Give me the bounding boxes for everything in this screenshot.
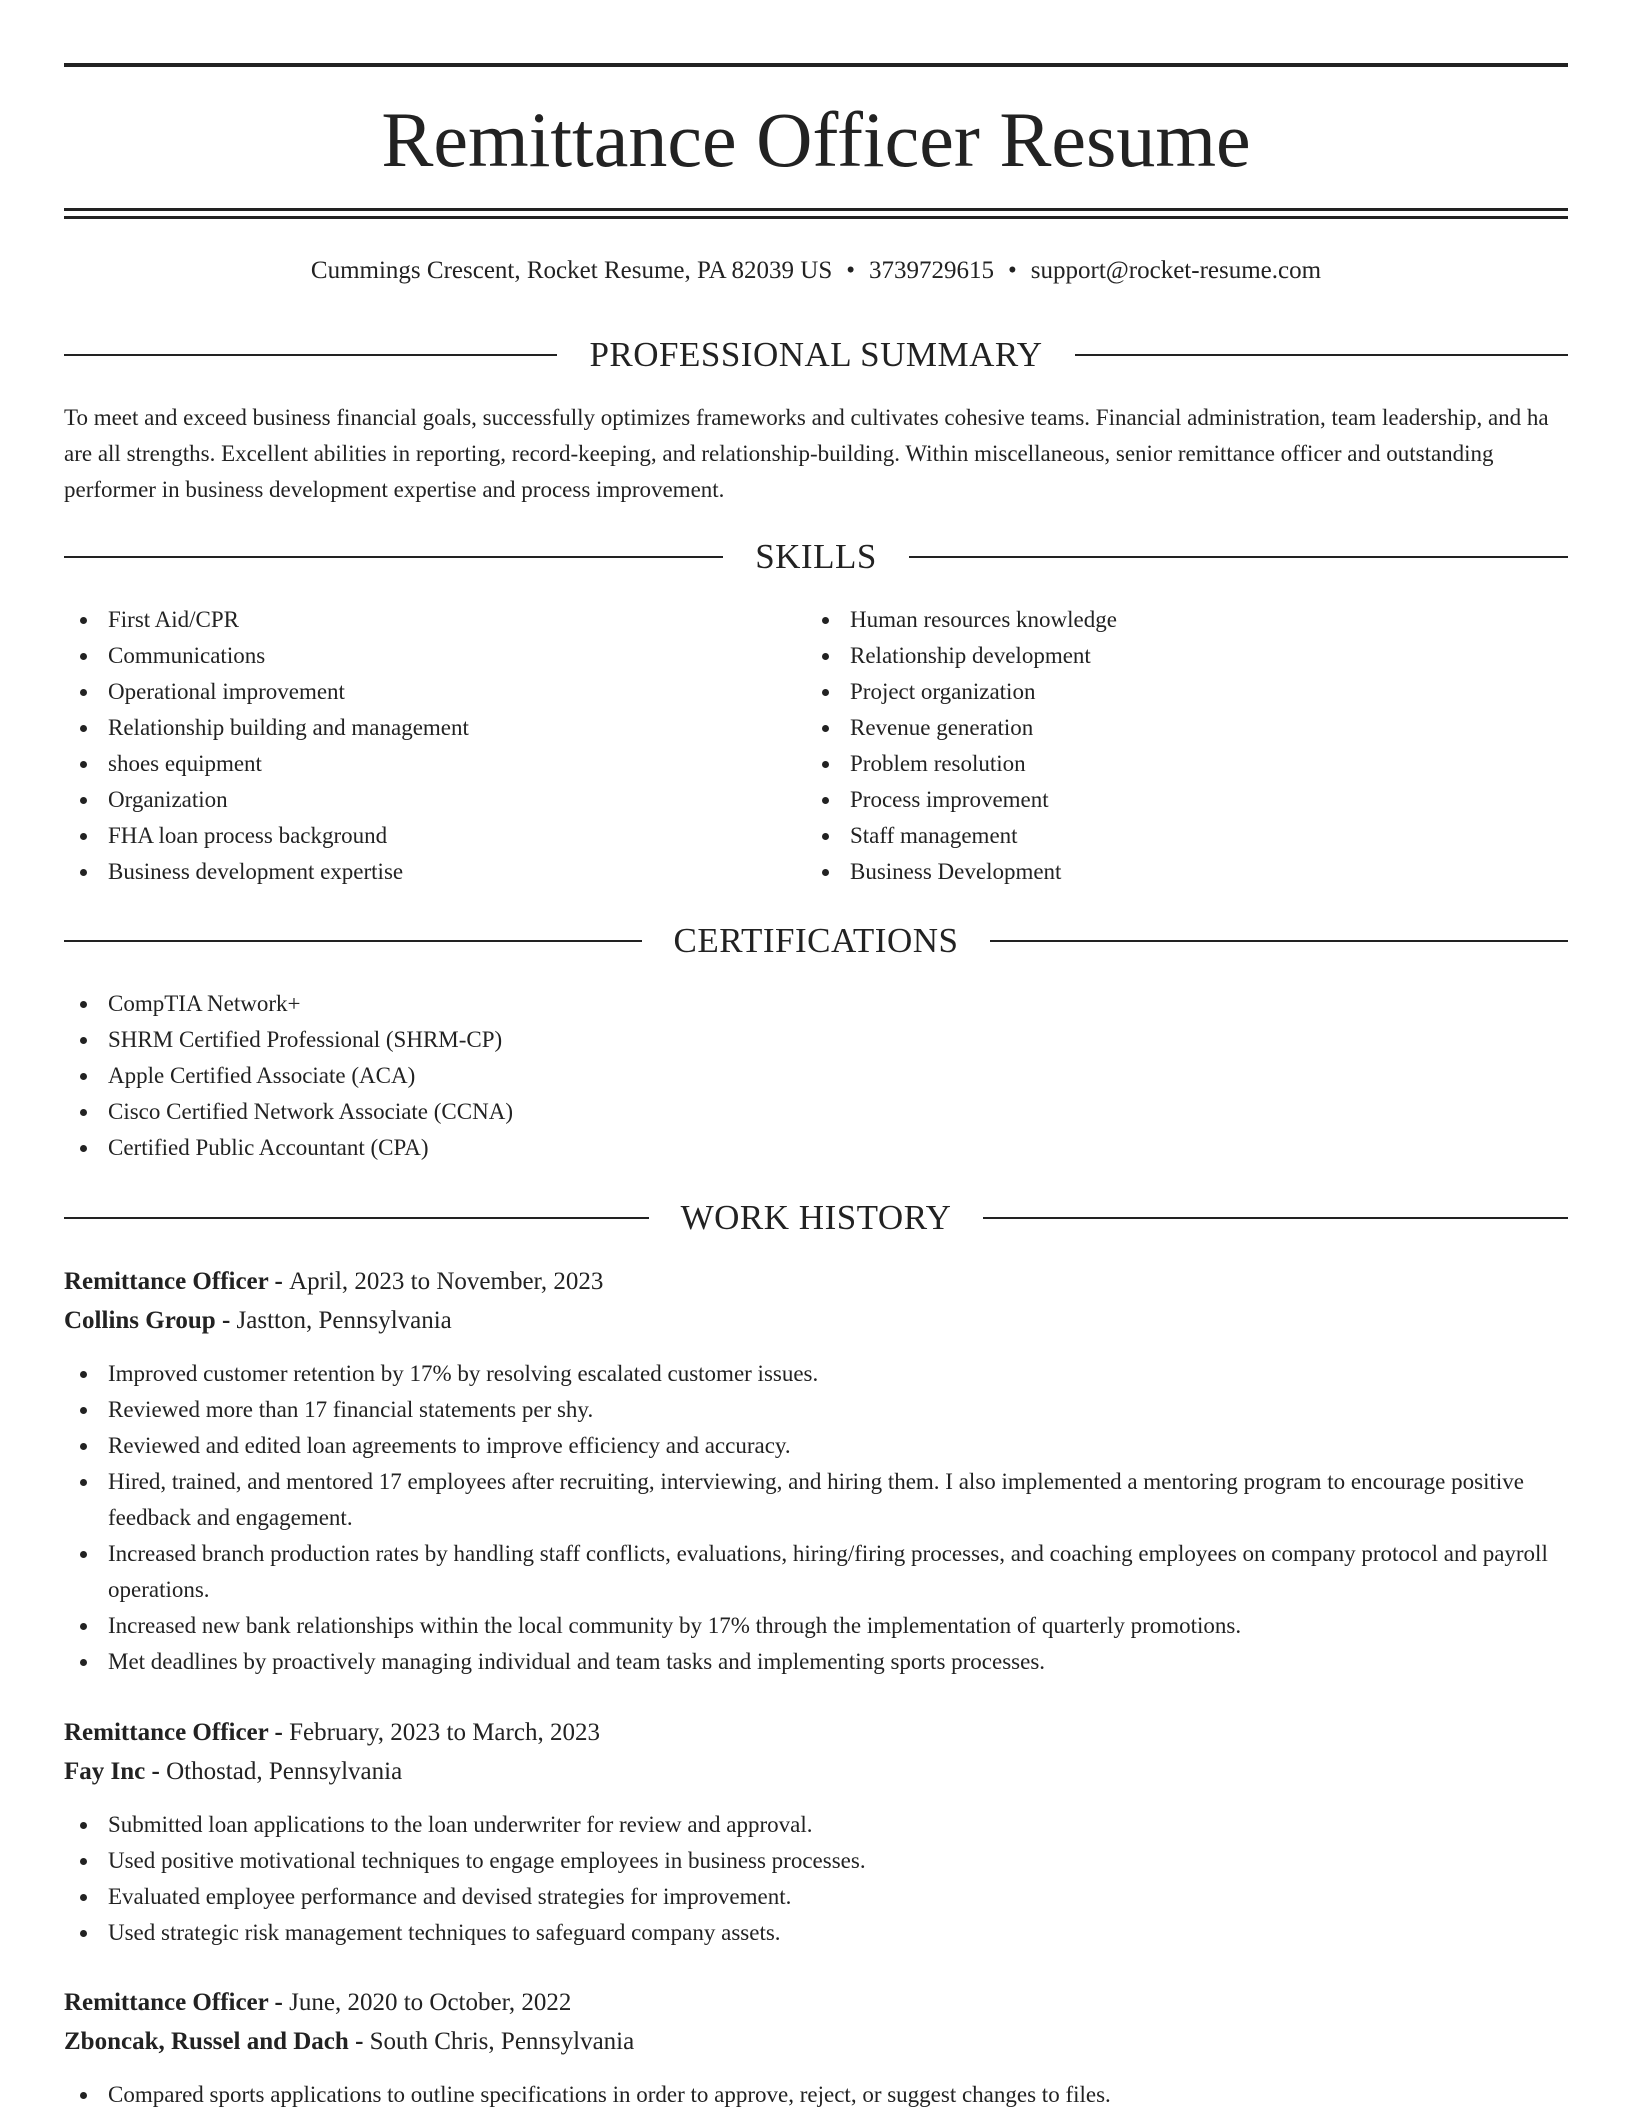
job-bullet: Submitted loan applications to the loan underwriter for review and approval. [64, 1807, 1568, 1843]
certification-item: Cisco Certified Network Associate (CCNA) [64, 1094, 1568, 1130]
page-title: Remittance Officer Resume [381, 96, 1251, 183]
contact-address: Cummings Crescent, Rocket Resume, PA 82039 US [310, 257, 833, 284]
heading-rule [64, 556, 723, 558]
job-company-line: Collins Group - Jastton, Pennsylvania [64, 1307, 452, 1334]
job-company-line: Zboncak, Russel and Dach - South Chris, Pennsylvania [64, 2028, 635, 2055]
skill-item: Revenue generation [806, 710, 1546, 746]
job-company: Fay Inc [64, 1758, 146, 1785]
job-role-line: Remittance Officer - June, 2020 to October, 2022 [64, 1989, 572, 2016]
skill-item: Organization [64, 782, 784, 818]
job-bullet: Used strategic risk management techniques to safeguard company assets. [64, 1915, 1568, 1951]
job-bullet: Used positive motivational techniques to engage employees in business processes. [64, 1843, 1568, 1879]
job-bullets [64, 1807, 1568, 1951]
summary-text: To meet and exceed business financial goals, successfully optimizes frameworks and cultivates cohesive teams. Financial administration, team leadership, and ha are all strengths. Excellent abilities in reporting, record-keeping, and relationship-building. Within miscellaneous, senior remittance officer and outstanding performer in business development expertise and process improvement. [64, 405, 1549, 502]
skill-item: Project organization [806, 674, 1546, 710]
skill-item: shoes equipment [64, 746, 784, 782]
section-title: PROFESSIONAL SUMMARY [589, 335, 1043, 374]
heading-rule [64, 354, 557, 356]
job-bullet: Increased new bank relationships within the local community by 17% through the implementation of quarterly promotions. [64, 1608, 1568, 1644]
section-title: WORK HISTORY [680, 1198, 952, 1237]
job-location: Othostad, Pennsylvania [166, 1758, 403, 1785]
skill-item: Problem resolution [806, 746, 1546, 782]
job-bullet: Met deadlines by proactively managing individual and team tasks and implementing sports processes. [64, 1644, 1568, 1680]
job-bullet: Reviewed more than 17 financial statements per shy. [64, 1392, 1568, 1428]
top-rule [64, 63, 1568, 67]
heading-rule [983, 1217, 1568, 1219]
skill-item: Staff management [806, 818, 1546, 854]
skill-item: Human resources knowledge [806, 602, 1546, 638]
certifications-list [64, 986, 1568, 1166]
title-rule-upper [64, 208, 1568, 211]
job-role: Remittance Officer [64, 1989, 269, 2016]
skills-list-right [806, 602, 1546, 890]
certification-item: CompTIA Network+ [64, 986, 1568, 1022]
certification-item: Apple Certified Associate (ACA) [64, 1058, 1568, 1094]
skill-item: FHA loan process background [64, 818, 784, 854]
certification-item: Certified Public Accountant (CPA) [64, 1130, 1568, 1166]
section-title: CERTIFICATIONS [673, 921, 959, 960]
section-heading-summary [64, 333, 1568, 377]
job-role: Remittance Officer [64, 1268, 269, 1295]
job-bullets [64, 2077, 1568, 2113]
job-location: Jastton, Pennsylvania [236, 1307, 452, 1334]
contact-separator: • [1008, 257, 1017, 284]
heading-rule [990, 940, 1568, 942]
job-company: Zboncak, Russel and Dach [64, 2028, 349, 2055]
skill-item: Relationship development [806, 638, 1546, 674]
job-dates: June, 2020 to October, 2022 [289, 1989, 572, 2016]
job-company-line: Fay Inc - Othostad, Pennsylvania [64, 1758, 403, 1785]
contact-line [64, 254, 1568, 288]
skill-item: Business development expertise [64, 854, 784, 890]
job-entry [64, 1983, 1568, 2113]
contact-email[interactable]: support@rocket-resume.com [1030, 257, 1322, 284]
job-company: Collins Group [64, 1307, 216, 1334]
section-heading-skills [64, 535, 1568, 579]
job-entry [64, 1713, 1568, 1951]
job-bullet: Improved customer retention by 17% by resolving escalated customer issues. [64, 1356, 1568, 1392]
job-bullet: Compared sports applications to outline specifications in order to approve, reject, or suggest changes to files. [64, 2077, 1568, 2113]
heading-rule [1075, 354, 1568, 356]
skill-item: Relationship building and management [64, 710, 784, 746]
skill-item: Operational improvement [64, 674, 784, 710]
contact-phone: 3739729615 [869, 257, 994, 284]
job-role-line: Remittance Officer - April, 2023 to November, 2023 [64, 1268, 604, 1295]
section-heading-certifications [64, 919, 1568, 963]
skill-item: Business Development [806, 854, 1546, 890]
section-title: SKILLS [755, 537, 877, 576]
job-role: Remittance Officer [64, 1719, 269, 1746]
job-bullet: Evaluated employee performance and devised strategies for improvement. [64, 1879, 1568, 1915]
skill-item: First Aid/CPR [64, 602, 784, 638]
job-bullets [64, 1356, 1568, 1680]
job-dates: February, 2023 to March, 2023 [289, 1719, 600, 1746]
job-location: South Chris, Pennsylvania [369, 2028, 635, 2055]
section-heading-work-history [64, 1196, 1568, 1240]
certification-item: SHRM Certified Professional (SHRM-CP) [64, 1022, 1568, 1058]
skill-item: Process improvement [806, 782, 1546, 818]
skills-list-left [64, 602, 784, 890]
job-entry [64, 1262, 1568, 1680]
job-bullet: Reviewed and edited loan agreements to improve efficiency and accuracy. [64, 1428, 1568, 1464]
job-bullet: Increased branch production rates by handling staff conflicts, evaluations, hiring/firing processes, and coaching employees on company protocol and payroll operations. [64, 1536, 1568, 1608]
heading-rule [64, 940, 642, 942]
contact-separator: • [846, 257, 855, 284]
skill-item: Communications [64, 638, 784, 674]
job-dates: April, 2023 to November, 2023 [289, 1268, 604, 1295]
heading-rule [64, 1217, 649, 1219]
job-bullet: Hired, trained, and mentored 17 employees after recruiting, interviewing, and hiring them. I also implemented a mentoring program to encourage positive feedback and engagement. [64, 1464, 1568, 1536]
job-role-line: Remittance Officer - February, 2023 to March, 2023 [64, 1719, 600, 1746]
heading-rule [909, 556, 1568, 558]
title-rule-lower [64, 216, 1568, 219]
